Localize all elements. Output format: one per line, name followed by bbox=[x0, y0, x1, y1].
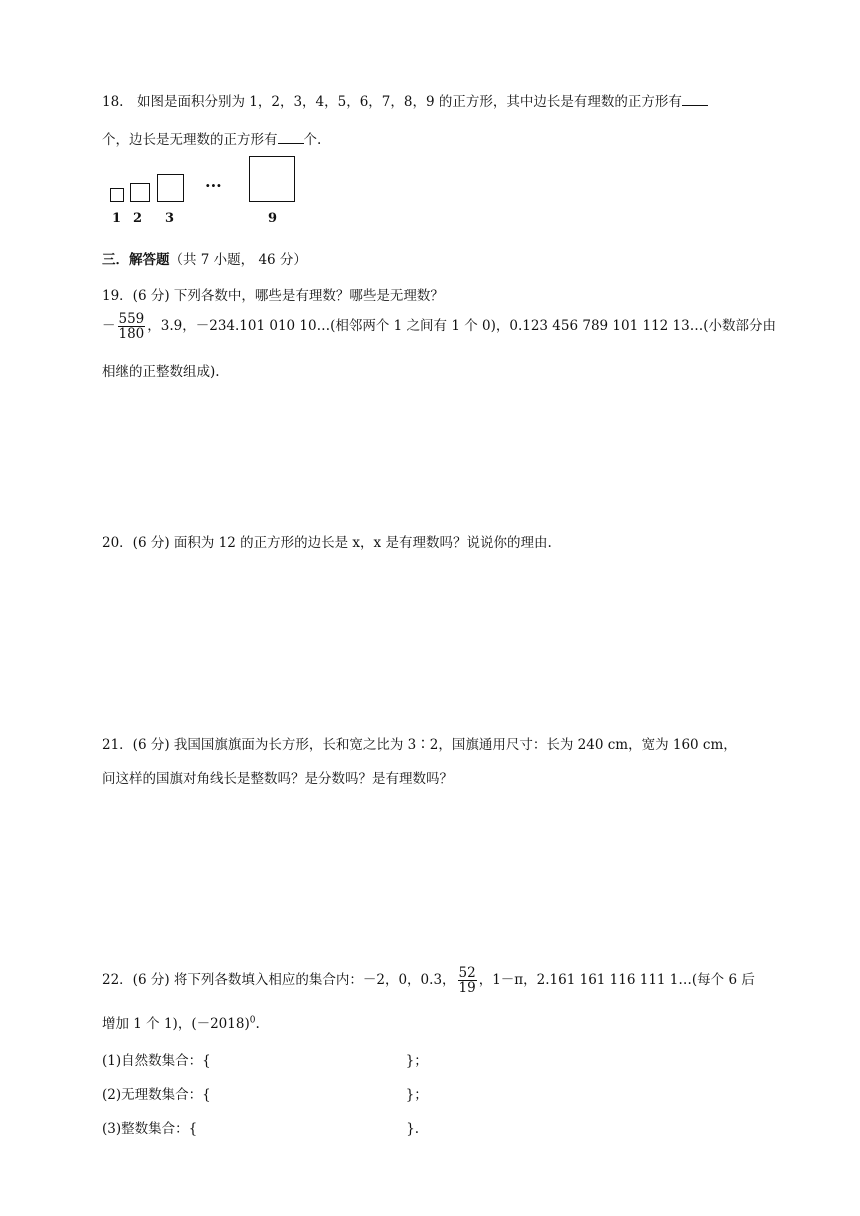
set-label: (1)自然数集合：{ bbox=[102, 1053, 211, 1069]
set-irrational-numbers bbox=[102, 1083, 428, 1103]
section-note: （共 7 小题， 46 分） bbox=[169, 252, 307, 268]
square-area-3 bbox=[157, 174, 184, 202]
q21-line1: 21．(6 分) 我国国旗旗面为长方形，长和宽之比为 3∶2，国旗通用尺寸：长为 240 cm，宽为 160 cm， bbox=[102, 737, 737, 753]
square-area-2 bbox=[130, 183, 150, 202]
q22-line1 bbox=[102, 966, 755, 995]
set-close: }. bbox=[406, 1121, 420, 1137]
minus-sign: － bbox=[102, 318, 116, 335]
square-area-9 bbox=[249, 156, 295, 202]
q22-text-4: . bbox=[255, 1016, 260, 1032]
q18-text-3: 个. bbox=[303, 132, 322, 148]
q21-line2: 问这样的国旗对角线长是整数吗？是分数吗？是有理数吗？ bbox=[102, 771, 453, 787]
ellipsis: ··· bbox=[205, 176, 222, 195]
q18-line1 bbox=[102, 90, 708, 110]
q19-line3: 相继的正整数组成). bbox=[102, 364, 220, 380]
section-title: 三．解答题 bbox=[102, 252, 170, 268]
set-natural-numbers bbox=[102, 1049, 428, 1069]
q18-text-2: 个，边长是无理数的正方形有 bbox=[102, 132, 278, 148]
answer-blank-rational[interactable] bbox=[682, 93, 708, 106]
square-area-1 bbox=[110, 188, 124, 202]
q19-line2 bbox=[102, 312, 776, 341]
fraction-numerator: 52 bbox=[458, 965, 476, 981]
fraction-denominator: 180 bbox=[118, 326, 145, 343]
set-label: (2)无理数集合：{ bbox=[102, 1087, 211, 1103]
q22-text-2: ，1－π，2.161 161 116 111 1…(每个 6 后 bbox=[478, 972, 755, 989]
square-label-2: 2 bbox=[133, 211, 143, 226]
q22-text-3: 增加 1 个 1)，(－2018) bbox=[102, 1016, 250, 1032]
q22-line2 bbox=[102, 1012, 260, 1032]
fraction-52-19 bbox=[458, 966, 477, 995]
square-label-3: 3 bbox=[165, 211, 175, 226]
q22-text: 22．(6 分) 将下列各数填入相应的集合内：－2，0，0.3， bbox=[102, 972, 456, 989]
q19-header: 19．(6 分) 下列各数中，哪些是有理数？哪些是无理数？ bbox=[102, 288, 444, 304]
q19-numbers: ，3.9，－234.101 010 10…(相邻两个 1 之间有 1 个 0)，0.123 456 789 101 112 13…(小数部分由 bbox=[147, 318, 776, 335]
set-integers bbox=[102, 1117, 419, 1137]
exponent: 0 bbox=[249, 1015, 256, 1026]
q18-line2 bbox=[102, 128, 321, 148]
fraction-559-180 bbox=[118, 312, 146, 341]
fraction-numerator: 559 bbox=[118, 311, 145, 327]
set-close: }； bbox=[405, 1053, 428, 1069]
answer-blank-irrational[interactable] bbox=[278, 131, 304, 144]
square-label-1: 1 bbox=[112, 211, 122, 226]
section-heading bbox=[102, 248, 307, 268]
q18-text: 18. 如图是面积分别为 1，2，3，4，5，6，7，8，9 的正方形，其中边长是有理数的正方形有 bbox=[102, 94, 682, 110]
fraction-denominator: 19 bbox=[458, 980, 476, 997]
square-label-9: 9 bbox=[268, 211, 278, 226]
q20-text: 20．(6 分) 面积为 12 的正方形的边长是 x，x 是有理数吗？说说你的理由. bbox=[102, 535, 552, 551]
set-label: (3)整数集合：{ bbox=[102, 1121, 198, 1137]
set-close: }； bbox=[405, 1087, 428, 1103]
